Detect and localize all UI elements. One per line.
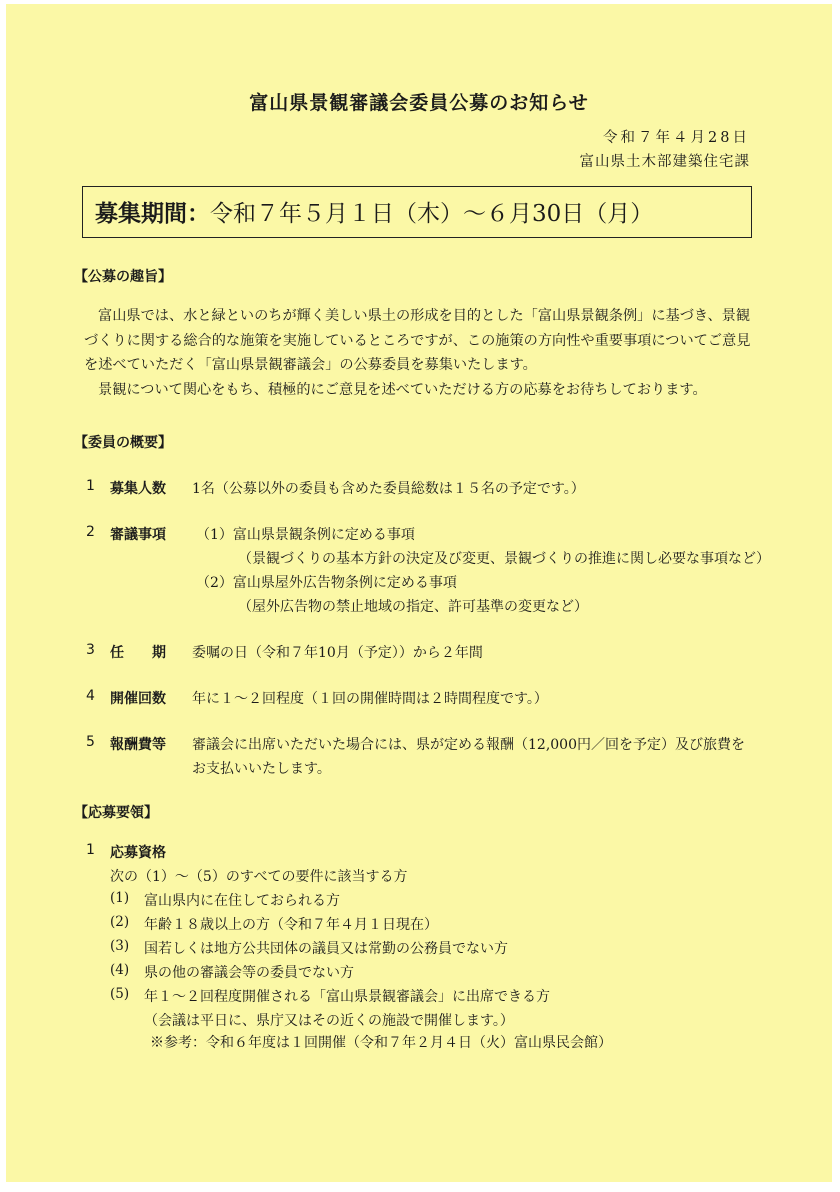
item-text: 委嘱の日（令和７年10月（予定））から２年間 [192,645,483,661]
notice-page [6,4,832,1182]
item-text: 年に１～２回程度（１回の開催時間は２時間程度です。） [192,691,548,707]
application-item-label: 応募資格 [110,845,166,861]
condition-text: 富山県内に在住しておられる方 [144,893,340,909]
eligibility-intro: 次の（1）～（5）のすべての要件に該当する方 [110,869,408,885]
overview-heading: 【委員の概要】 [74,435,172,451]
reference-note: ※参考：令和６年度は１回開催（令和７年２月４日（火）富山県民会館） [150,1035,612,1051]
meeting-note: （会議は平日に、県庁又はその近くの施設で開催します。） [144,1013,514,1029]
item-text: （1）富山県景観条例に定める事項 [196,527,415,543]
purpose-paragraph-2: 景観について関心をもち、積極的にご意見を述べていただける方の応募をお待ちしております。 [98,382,707,398]
item-number: 1 [86,478,95,494]
item-text: 審議会に出席いただいた場合には、県が定める報酬（12,000円／回を予定）及び旅費を [192,737,745,753]
item-label: 任 期 [110,645,166,661]
item-text: （2）富山県屋外広告物条例に定める事項 [196,575,457,591]
condition-number: (1) [110,890,130,906]
condition-text: 国若しくは地方公共団体の議員又は常勤の公務員でない方 [144,941,508,957]
recruitment-period-box [82,186,752,238]
period-label: 募集期間： [95,201,210,227]
item-text: 1名（公募以外の委員も含めた委員総数は１５名の予定です。） [192,481,585,497]
item-label: 審議事項 [110,527,166,543]
application-item-number: 1 [86,842,95,858]
condition-number: (2) [110,914,130,930]
condition-number: (5) [110,986,130,1002]
item-number: 3 [86,642,95,658]
item-number: 2 [86,524,95,540]
condition-number: (3) [110,938,130,954]
item-number: 5 [86,734,95,750]
condition-number: (4) [110,962,130,978]
condition-text: 年齢１８歳以上の方（令和７年４月１日現在） [144,917,438,933]
issue-date: 令和７年４月28日 [603,130,750,146]
period-value: 令和７年５月１日（木）～６月30日（月） [210,201,654,227]
item-text: お支払いいたします。 [192,761,331,777]
application-heading: 【応募要領】 [74,805,158,821]
item-label: 開催回数 [110,691,166,707]
item-text: （景観づくりの基本方針の決定及び変更、景観づくりの推進に関し必要な事項など） [238,551,770,567]
purpose-paragraph-1: 富山県では、水と緑といのちが輝く美しい県土の形成を目的とした「富山県景観条例」に基づき、景観づくりに関する総合的な施策を実施しているところですが、この施策の方向性や重要事項についてご意見を述べていただく「富山県景観審議会」の公募委員を募集いたします。 [84,308,751,373]
item-text: （屋外広告物の禁止地域の指定、許可基準の変更など） [238,599,588,615]
item-number: 4 [86,688,95,704]
page-title: 富山県景観審議会委員公募のお知らせ [249,92,589,114]
purpose-heading: 【公募の趣旨】 [74,269,172,285]
condition-text: 県の他の審議会等の委員でない方 [144,965,354,981]
item-label: 報酬費等 [110,737,166,753]
department-name: 富山県土木部建築住宅課 [579,154,750,170]
condition-text: 年１～２回程度開催される「富山県景観審議会」に出席できる方 [144,989,550,1005]
item-label: 募集人数 [110,481,166,497]
